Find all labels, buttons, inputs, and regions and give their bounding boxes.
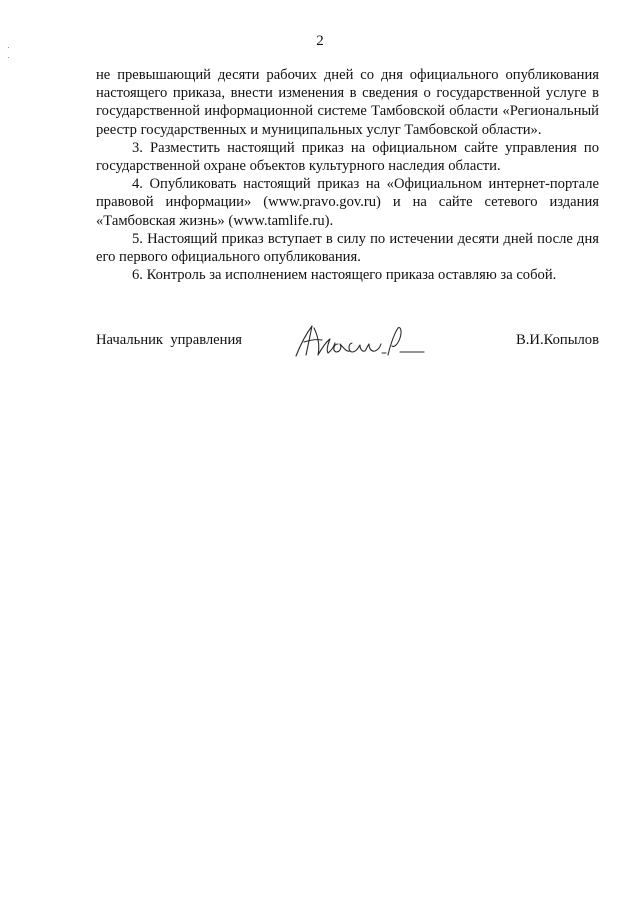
handwritten-signature [288, 322, 428, 367]
paragraph-item-5: 5. Настоящий приказ вступает в силу по истечении десяти дней после дня его первого официального опубликования. [96, 230, 599, 266]
document-body [96, 66, 599, 284]
paragraph-item-6: 6. Контроль за исполнением настоящего приказа оставляю за собой. [132, 267, 557, 284]
paragraph-item-4: 4. Опубликовать настоящий приказ на «Официальном интернет-портале правовой информации» (www.pravo.gov.ru) и на сайте сетевого издания «Тамбовская жизнь» (www.tamlife.ru). [96, 176, 599, 229]
paragraph-continuation: не превышающий десяти рабочих дней со дня официального опубликования настоящего приказа, внести изменения в сведения о государственной услуге в государственной информационной системе Тамбовской области «Региональный реестр государственных и муниципальных услуг Тамбовской области». [96, 67, 599, 138]
signatory-position: Начальник управления [96, 332, 242, 348]
page-number: 2 [316, 33, 324, 49]
signatory-name: В.И.Копылов [516, 332, 599, 348]
signature-block [96, 322, 599, 362]
paragraph-item-3: 3. Разместить настоящий приказ на официальном сайте управления по государственной охране объектов культурного наследия области. [96, 139, 599, 175]
